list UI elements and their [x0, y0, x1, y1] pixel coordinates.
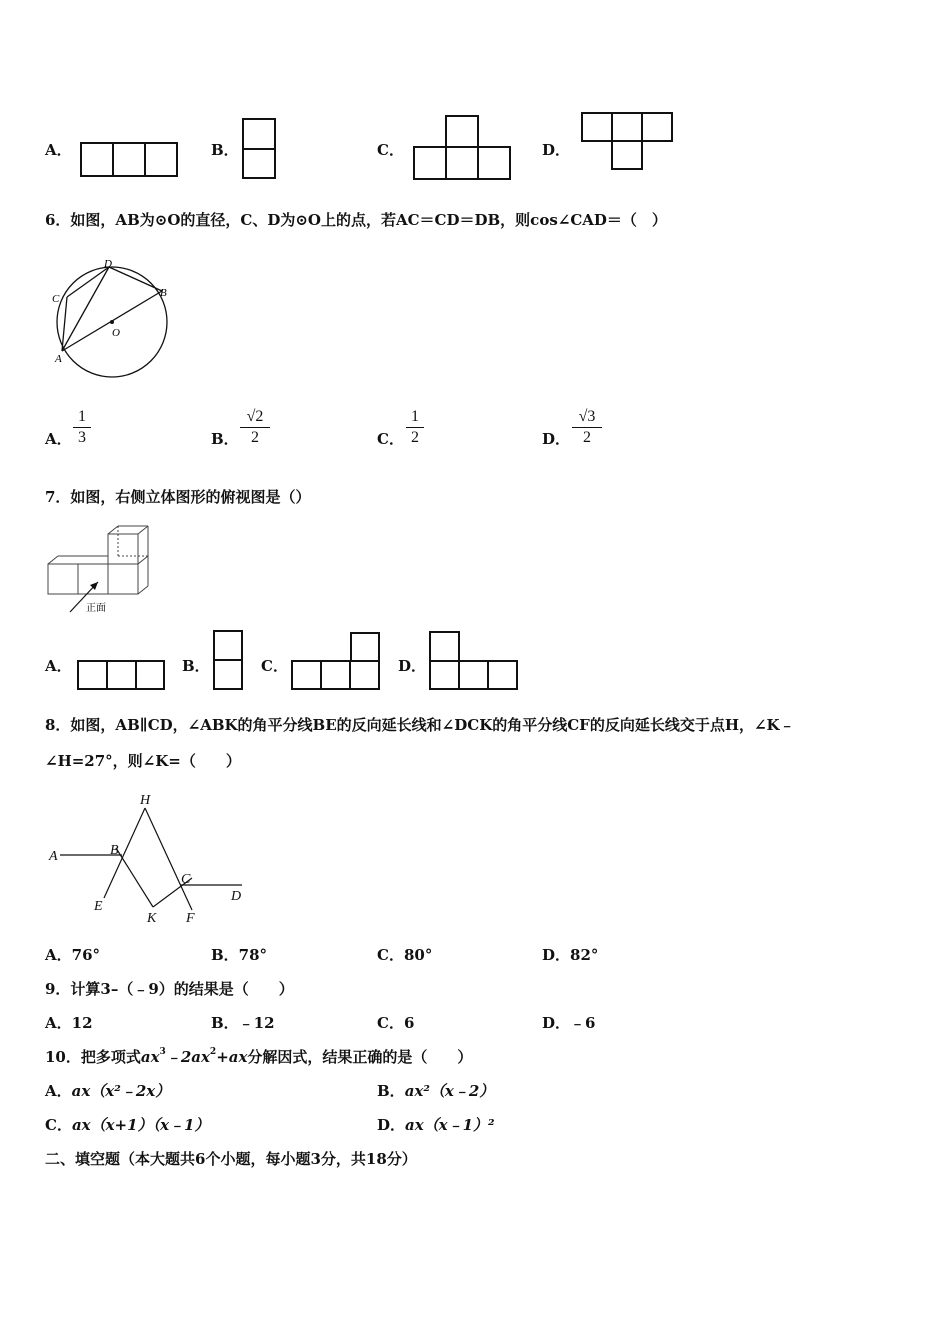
q10-stem: [45, 1047, 473, 1066]
denominator: 3: [78, 429, 86, 446]
q6-option-a-letter: A．: [45, 430, 72, 448]
q8-option-b: B．78°: [211, 946, 268, 964]
label-h: H: [140, 793, 151, 808]
q9-option-b: B．﹣12: [211, 1014, 275, 1032]
front-label: 正面: [86, 603, 106, 614]
center-point: [110, 320, 114, 324]
label-o: O: [112, 327, 120, 339]
q6-option-c-letter: C．: [377, 430, 404, 448]
q5-option-a-letter: A．: [45, 141, 72, 159]
q7-option-d-letter: D．: [398, 657, 427, 675]
q6-option-b-letter: B．: [211, 430, 239, 448]
q8-angle-figure: [44, 788, 254, 928]
denominator: 2: [251, 429, 259, 446]
q6-option-d-letter: D．: [542, 430, 571, 448]
q8-option-d: D．82°: [542, 946, 599, 964]
chord-db: [109, 267, 162, 291]
denominator: 2: [411, 429, 419, 446]
q8-option-c: C．80°: [377, 946, 433, 964]
q6-stem: 6．如图，AB为⊙O的直径，C、D为⊙O上的点，若AC＝CD＝DB，则cos∠CAD＝（ ）: [45, 211, 667, 229]
q7-option-b-letter: B．: [182, 657, 210, 675]
q7-option-c-letter: C．: [261, 657, 288, 675]
line-bk: [116, 848, 153, 907]
q7-solid-figure: [44, 522, 164, 618]
q5-option-c-letter: C．: [377, 141, 404, 159]
q10-stem-prefix: 10．把多项式: [45, 1048, 141, 1066]
numerator: √3: [572, 407, 602, 428]
q7-option-a-letter: A．: [45, 657, 72, 675]
label-f: F: [186, 911, 195, 926]
label-a: A: [55, 353, 62, 365]
label-b: B: [160, 287, 167, 299]
q8-option-a: A．76°: [45, 946, 101, 964]
q10-option-a: A．ax（x²﹣2x）: [45, 1082, 171, 1100]
q6-circle-figure: [40, 250, 180, 385]
q6-option-b-fraction: [240, 407, 270, 448]
label-c: C: [181, 872, 191, 887]
q9-stem: 9．计算3–（﹣9）的结果是（ ）: [45, 980, 294, 998]
q5-option-b-letter: B．: [211, 141, 239, 159]
q9-option-c: C．6: [377, 1014, 415, 1032]
q8-stem-line1: 8．如图，AB∥CD，∠ABK的角平分线BE的反向延长线和∠DCK的角平分线CF的反向延长线交于点H，∠K﹣: [45, 716, 795, 734]
numerator: 1: [406, 407, 424, 428]
q10-expr-sup: 3: [159, 1047, 166, 1057]
q5-option-d-letter: D．: [542, 141, 571, 159]
label-e: E: [94, 899, 103, 914]
chord-cd: [67, 267, 109, 297]
q10-stem-suffix: 分解因式，结果正确的是（ ）: [247, 1048, 473, 1066]
label-d: D: [104, 258, 112, 270]
numerator: √2: [240, 407, 270, 428]
q9-option-d: D．﹣6: [542, 1014, 596, 1032]
label-k: K: [147, 911, 157, 926]
label-b: B: [110, 843, 119, 858]
q10-option-c: C．ax（x+1）（x﹣1）: [45, 1116, 210, 1134]
q10-expr-c: +ax: [216, 1048, 248, 1066]
chord-ad: [62, 267, 109, 351]
denominator: 2: [583, 429, 591, 446]
line-hf: [145, 808, 192, 910]
label-a: A: [49, 849, 58, 864]
q6-option-d-fraction: [572, 407, 602, 448]
q10-expr-b: ﹣2ax: [165, 1048, 210, 1066]
q8-stem-line2: ∠H=27°，则∠K=（ ）: [45, 752, 241, 770]
q10-expr-a: ax: [140, 1048, 160, 1066]
q7-stem: 7．如图，右侧立体图形的俯视图是（）: [45, 488, 311, 506]
label-d: D: [231, 889, 242, 904]
numerator: 1: [73, 407, 91, 428]
section-2-heading: 二、填空题（本大题共6个小题，每小题3分，共18分）: [45, 1150, 417, 1168]
q10-option-d: D．ax（x﹣1）²: [377, 1116, 495, 1134]
q6-option-c-fraction: [406, 407, 424, 448]
q10-expr-sup2: 2: [209, 1047, 217, 1057]
q9-option-a: A．12: [45, 1014, 93, 1032]
q10-option-b: B．ax²（x﹣2）: [377, 1082, 495, 1100]
label-c: C: [52, 293, 60, 305]
q6-option-a-fraction: [73, 407, 91, 448]
